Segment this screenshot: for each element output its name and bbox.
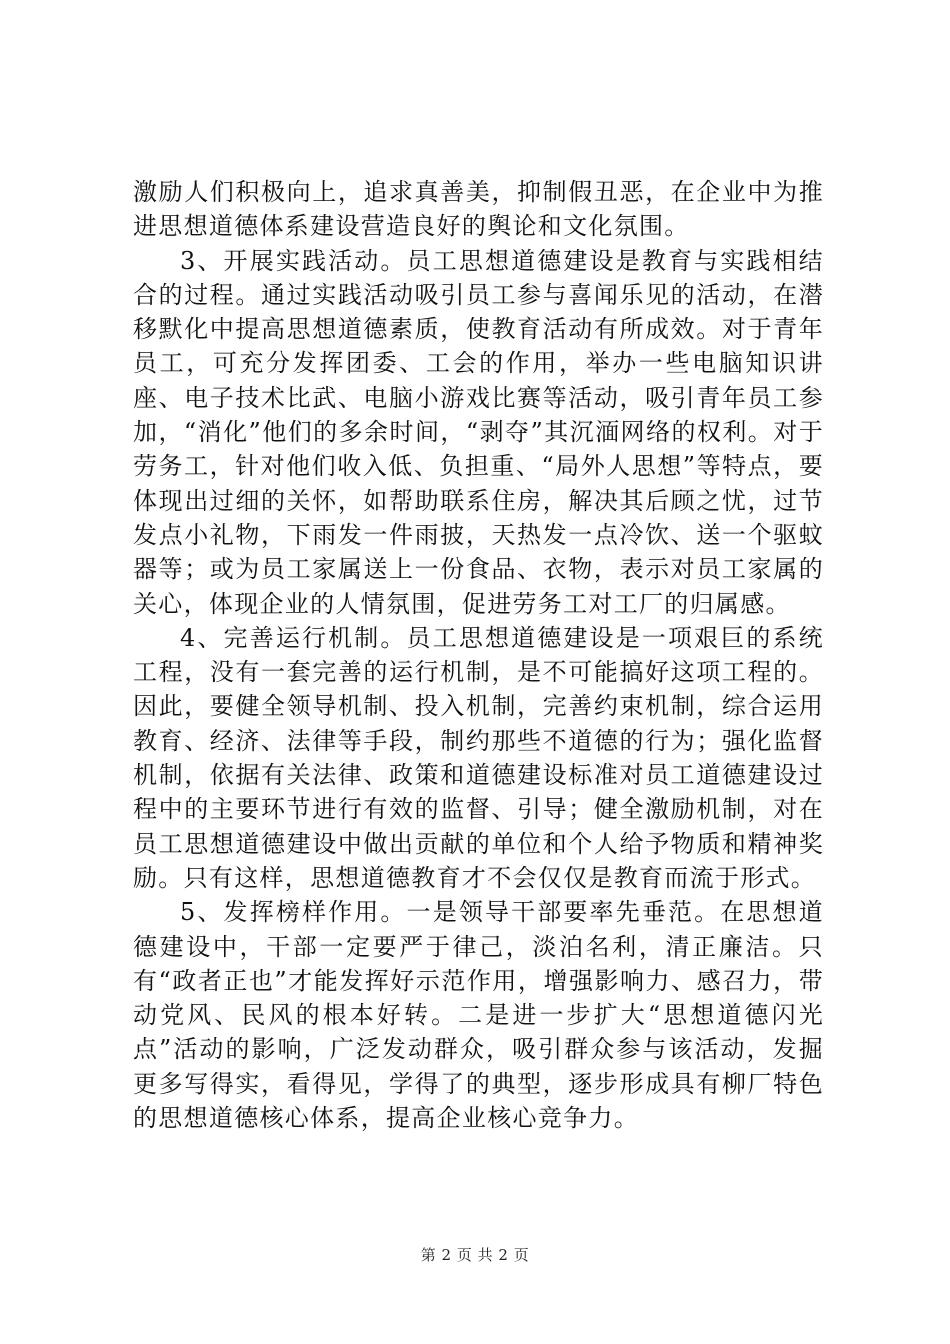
page-number-footer: 第 2 页 共 2 页 (420, 1246, 530, 1264)
paragraph-practice-activities: 3、开展实践活动。员工思想道德建设是教育与实践相结合的过程。通过实践活动吸引员工参与喜闻乐见的活动，在潜移默化中提高思想道德素质，使教育活动有所成效。对于青年员工，可充分发挥团委、工会的作用，举办一些电脑知识讲座、电子技术比武、电脑小游戏比赛等活动，吸引青年员工参加，“消化”他们的多余时间，“剥夺”其沉湎网络的权利。对于劳务工，针对他们收入低、负担重、“局外人思想”等特点，要体现出过细的关怀，如帮助联系住房，解决其后顾之忧，过节发点小礼物，下雨发一件雨披，天热发一点冷饮、送一个驱蚊器等；或为员工家属送上一份食品、衣物，表示对员工家属的关心，体现企业的人情氛围，促进劳务工对工厂的归属感。 (133, 246, 824, 618)
paragraph-role-models: 5、发挥榜样作用。一是领导干部要率先垂范。在思想道德建设中，干部一定要严于律己，淡泊名利，清正廉洁。只有“政者正也”才能发挥好示范作用，增强影响力、感召力，带动党风、民风的根本好转。二是进一步扩大“思想道德闪光点”活动的影响，广泛发动群众，吸引群众参与该活动，发掘更多写得实，看得见，学得了的典型，逐步形成具有柳厂特色的思想道德核心体系，提高企业核心竞争力。 (133, 898, 824, 1133)
paragraph-operating-mechanism: 4、完善运行机制。员工思想道德建设是一项艰巨的系统工程，没有一套完善的运行机制，是不可能搞好这项工程的。因此，要健全领导机制、投入机制，完善约束机制，综合运用教育、经济、法律等手段，制约那些不道德的行为；强化监督机制，依据有关法律、政策和道德建设标准对员工道德建设过程中的主要环节进行有效的监督、引导；健全激励机制，对在员工思想道德建设中做出贡献的单位和个人给予物质和精神奖励。只有这样，思想道德教育才不会仅仅是教育而流于形式。 (133, 623, 824, 892)
paragraph-continuation: 激励人们积极向上，追求真善美，抑制假丑恶，在企业中为推进思想道德体系建设营造良好的舆论和文化氛围。 (133, 178, 824, 241)
document-body (133, 175, 824, 1135)
